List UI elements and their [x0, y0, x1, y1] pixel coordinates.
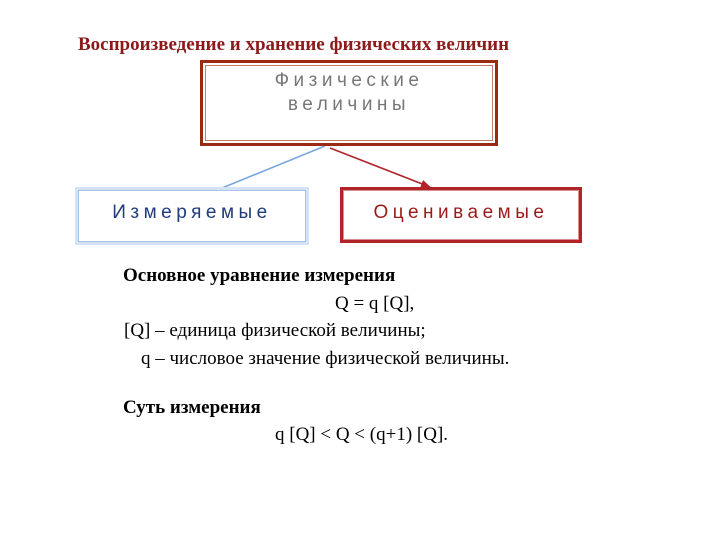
essence-heading: Суть измерения: [123, 397, 261, 418]
value-definition: q – числовое значение физической величины.: [141, 348, 510, 369]
arrow-to-estimated: [330, 148, 430, 187]
connector-to-measurable: [222, 146, 325, 188]
measurable-label: Измеряемые: [112, 202, 272, 223]
physical-quantities-label-line1: Физические: [274, 70, 424, 91]
physical-quantities-label-line2: величины: [287, 94, 411, 115]
estimated-box: [340, 187, 582, 243]
physical-quantities-box: [200, 60, 498, 146]
estimated-label: Оцениваемые: [373, 202, 549, 223]
slide-title: Воспроизведение и хранение физических величин: [78, 34, 510, 55]
unit-definition: [Q] – единица физической величины;: [124, 320, 426, 341]
measurement-inequality: q [Q] < Q < (q+1) [Q].: [275, 424, 449, 445]
measurable-box: [75, 187, 309, 245]
measurement-equation: Q = q [Q],: [335, 293, 415, 314]
equation-heading: Основное уравнение измерения: [123, 265, 396, 286]
